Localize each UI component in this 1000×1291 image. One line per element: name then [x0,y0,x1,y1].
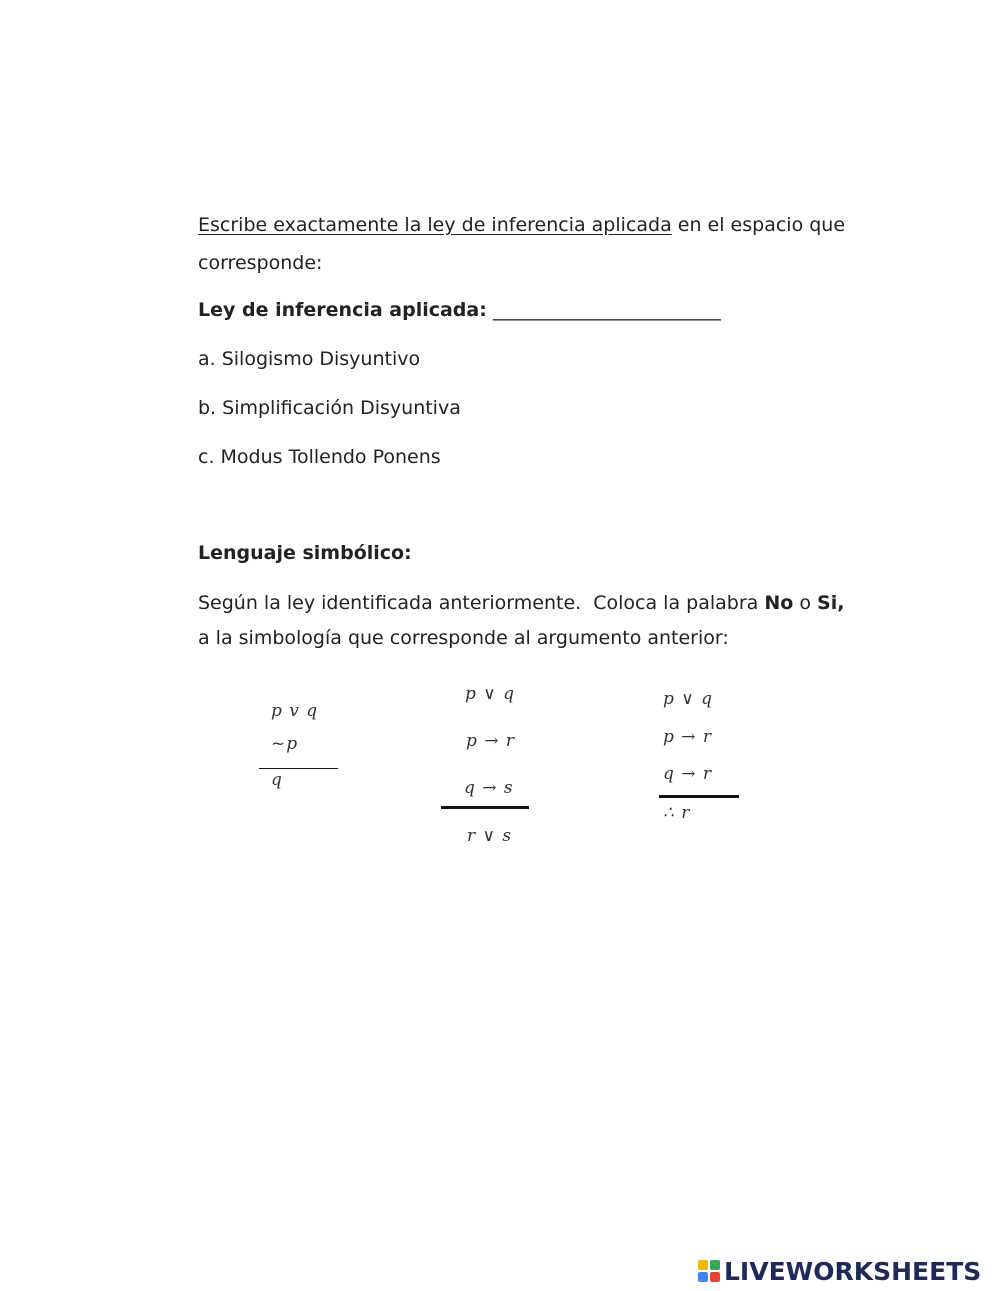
argument-3-premise-3: q → r [663,764,713,784]
answer-blank[interactable]: ________________________ [492,299,721,321]
instruction-rest: en el espacio que [671,214,846,236]
instruction-line-2: corresponde: [198,252,323,274]
answer-line [198,298,721,322]
section-title: Lenguaje simbólico: [198,542,412,564]
argument-3-premise-1: p ∨ q [663,689,714,709]
prompt-line-1 [198,591,844,615]
argument-2-conclusion: r ∨ s [467,826,513,846]
instruction-underlined: Escribe exactamente la ley de inferencia aplicada [198,214,672,236]
argument-3-conclusion: ∴ r [663,803,691,823]
argument-2-rule [441,806,529,809]
liveworksheets-logo [698,1256,981,1286]
prompt-line-2: a la simbología que corresponde al argumento anterior: [198,627,729,649]
option-b: b. Simplificación Disyuntiva [198,397,461,419]
answer-label: Ley de inferencia aplicada: [198,299,487,321]
argument-1-rule [259,768,338,769]
logo-blocks-icon [698,1260,720,1282]
argument-3-premise-2: p → r [663,727,713,747]
argument-3-rule [659,795,739,798]
prompt-part1: Según la ley identificada anteriormente. Coloca la palabra [198,592,765,614]
argument-2-premise-2: p → r [466,731,516,751]
prompt-o: o [793,592,818,614]
argument-1-premise-1: p v q [271,701,319,721]
option-c: c. Modus Tollendo Ponens [198,446,441,468]
argument-1-conclusion: q [271,770,283,790]
instruction-line-1 [198,213,845,237]
argument-2-premise-3: q → s [464,778,514,798]
prompt-no: No [764,592,794,614]
prompt-si: Si, [817,592,845,614]
option-a: a. Silogismo Disyuntivo [198,348,421,370]
argument-1-premise-2: ~p [271,734,299,754]
argument-2-premise-1: p ∨ q [465,684,516,704]
brand-name: LIVEWORKSHEETS [724,1256,982,1286]
